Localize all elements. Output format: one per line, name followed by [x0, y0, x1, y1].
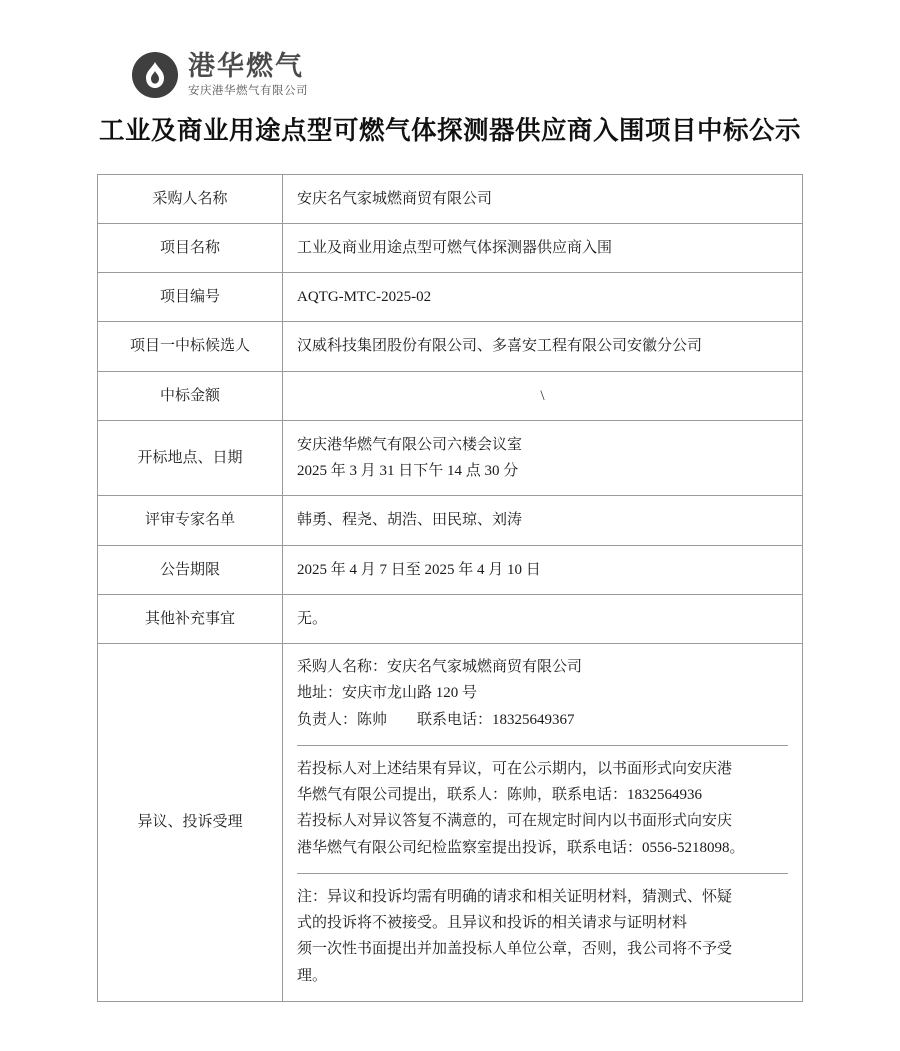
row-label-bid-opening: 开标地点、日期 — [98, 420, 283, 496]
table-row — [98, 371, 803, 420]
table-row — [98, 223, 803, 272]
logo-brand-name: 港华燃气 — [188, 51, 304, 83]
complaint-note-line-4: 理。 — [297, 967, 328, 984]
row-label-other: 其他补充事宜 — [98, 594, 283, 643]
table-row-complaint — [98, 644, 803, 1002]
complaint-address: 地址：安庆市龙山路 120 号 — [297, 685, 478, 702]
row-value-bid-opening — [283, 420, 803, 496]
announcement-table — [97, 174, 803, 1002]
row-value-notice-period: 2025 年 4 月 7 日至 2025 年 4 月 10 日 — [283, 545, 803, 594]
row-label-complaint: 异议、投诉受理 — [98, 644, 283, 1002]
table-row — [98, 594, 803, 643]
complaint-person-phone: 负责人：陈帅 联系电话：18325649367 — [297, 711, 575, 728]
row-label-bid-amount: 中标金额 — [98, 371, 283, 420]
complaint-procedure-block — [297, 745, 788, 873]
row-value-purchaser: 安庆名气家城燃商贸有限公司 — [283, 174, 803, 223]
complaint-note-line-3: 须一次性书面提出并加盖投标人单位公章，否则，我公司将不予受 — [297, 941, 733, 958]
table-row — [98, 420, 803, 496]
logo-subtitle: 安庆港华燃气有限公司 — [188, 83, 308, 98]
complaint-note-block — [297, 873, 788, 1001]
complaint-procedure-line-2: 华燃气有限公司提出，联系人：陈帅，联系电话：1832564936 — [297, 787, 703, 804]
row-value-project-name: 工业及商业用途点型可燃气体探测器供应商入围 — [283, 223, 803, 272]
complaint-purchaser-name: 采购人名称：安庆名气家城燃商贸有限公司 — [297, 659, 583, 676]
complaint-note-line-2: 式的投诉将不被接受。且异议和投诉的相关请求与证明材料 — [297, 915, 688, 932]
row-label-project-name: 项目名称 — [98, 223, 283, 272]
bid-opening-date: 2025 年 3 月 31 日下午 14 点 30 分 — [297, 463, 519, 480]
row-value-other: 无。 — [283, 594, 803, 643]
bid-opening-place: 安庆港华燃气有限公司六楼会议室 — [297, 436, 523, 453]
complaint-procedure-line-1: 若投标人对上述结果有异议，可在公示期内，以书面形式向安庆港 — [297, 760, 733, 777]
row-value-complaint — [283, 644, 803, 1002]
row-value-project-number: AQTG-MTC-2025-02 — [283, 273, 803, 322]
row-label-notice-period: 公告期限 — [98, 545, 283, 594]
complaint-note-line-1: 注：异议和投诉均需有明确的请求和相关证明材料，猜测式、怀疑 — [297, 888, 733, 905]
page-title: 工业及商业用途点型可燃气体探测器供应商入围项目中标公示 — [98, 116, 801, 146]
row-label-experts: 评审专家名单 — [98, 496, 283, 545]
row-label-project-number: 项目编号 — [98, 273, 283, 322]
row-label-purchaser: 采购人名称 — [98, 174, 283, 223]
complaint-procedure-line-4: 港华燃气有限公司纪检监察室提出投诉，联系电话：0556-5218098。 — [297, 839, 745, 856]
row-value-experts: 韩勇、程尧、胡浩、田民琼、刘涛 — [283, 496, 803, 545]
table-row — [98, 273, 803, 322]
table-row — [98, 322, 803, 371]
row-value-candidate: 汉威科技集团股份有限公司、多喜安工程有限公司安徽分公司 — [283, 322, 803, 371]
complaint-contact-block — [297, 644, 788, 745]
row-value-bid-amount: \ — [283, 371, 803, 420]
table-row — [98, 496, 803, 545]
table-row — [98, 545, 803, 594]
flame-icon — [132, 52, 178, 98]
row-label-candidate: 项目一中标候选人 — [98, 322, 283, 371]
complaint-procedure-line-3: 若投标人对异议答复不满意的，可在规定时间内以书面形式向安庆 — [297, 813, 733, 830]
table-row — [98, 174, 803, 223]
company-logo — [132, 52, 830, 98]
